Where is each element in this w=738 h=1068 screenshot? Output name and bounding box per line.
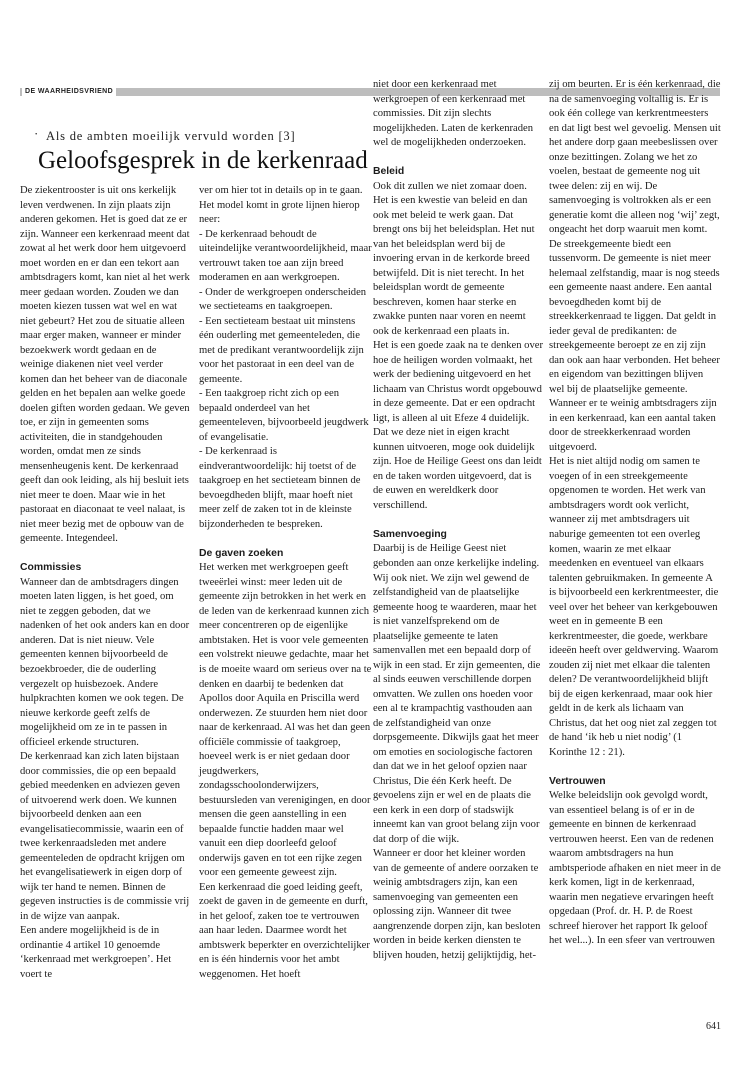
article-title: Geloofsgesprek in de kerkenraad (38, 147, 368, 174)
paragraph: Een andere mogelijkheid is de in ordinantie 4 artikel 10 genoemde ‘kerkenraad met werkgroepen’. Het voert te (20, 925, 172, 980)
list-item: - De kerkenraad is eindverantwoordelijk: hij toetst of de taakgroep en het sectieteam binnen de bevoegdheden blijft, maar hoeft niet meer zelf de zaken tot in de kleinste bijzonderheden te bespreken. (199, 446, 361, 530)
paragraph: Wanneer dan de ambtsdragers dingen moeten laten liggen, is het goed, om niet te zeggen geboden, dat we nadenken of het ook anders kan en door anderen. Dat is niet nieuw. Vele gemeenten kennen bijvoorbeeld de bezoekbroeder, die de ouderling vergezelt op huisbezoek. Andere hulpkrachten komen we ook tegen. De nieuwe kerkorde geeft zelfs de mogelijkheid om ze in te passen in officieel erkende structuren. (20, 576, 190, 748)
paragraph: zij om beurten. Er is één kerkenraad, die na de samenvoeging voltallig is. Er is ook één college van kerkrentmeesters en dat ligt best wel gevoelig. Mensen uit het andere dorp gaan meebeslissen over onze bezittingen. Zolang we het zo voelen, bestaat de gemeente nog uit twee delen: zij en wij. De samenvoeging is voltrokken als er een generatie komt die alleen nog ‘wij’ zegt, ongeacht het dorp waaruit men komt. (549, 79, 721, 236)
column-2 (199, 184, 372, 982)
section-heading-beleid: Beleid (373, 166, 405, 178)
section-heading-gaven: De gaven zoeken (199, 547, 284, 559)
page-number: 641 (706, 1021, 721, 1032)
paragraph: niet door een kerkenraad met werkgroepen of een kerkenraad met commissies. Dit zijn slechts mogelijkheden. Laten de kerkenraden wel de mogelijkheden onderzoeken. (373, 79, 534, 149)
kicker-text: Als de ambten moeilijk vervuld worden [3] (46, 129, 296, 143)
magazine-name: DE WAARHEIDSVRIEND (22, 88, 116, 96)
list-item: - Onder de werkgroepen onderscheiden we sectieteams en taakgroepen. (199, 286, 367, 313)
bullet-mark: · (34, 126, 40, 141)
paragraph: Het werken met werkgroepen geeft tweeërlei winst: meer leden uit de gemeente zijn betrokken in het werk en de leden van de kerkenraad kunnen zich meer concentreren op de eigenlijke ambtstaken. Het is voor vele gemeenten een volstrekt nieuwe gedachte, maar het is de moeite waard om serieus over na te denken en daarbij te bedenken dat Apollos door Aquila en Priscilla werd onderwezen. Ze stuurden hem niet door naar de kerkenraad. Al was het dan geen officiële commissie of taakgroep, hoeveel werk is er niet gedaan door jeugdwerkers, zondagsschoolonderwijzers, bestuursleden van verenigingen, en door mensen die geen aanstelling in een bepaalde functie hadden maar wel vanuit een diep doorleefd geloof onderwijs gaven en tot een rijke zegen voor een gemeente geweest zijn. (199, 562, 372, 879)
paragraph: Wanneer er door het kleiner worden van de gemeente of andere oorzaken te weinig ambtsdragers zijn, kan een samenvoeging van gemeenten een oplossing zijn. Wanneer dit twee aangrenzende dorpen zijn, kan besloten worden in beide kerken diensten te blijven houden, hetzij gelijktijdig, het- (373, 848, 541, 961)
paragraph: De kerkenraad kan zich laten bijstaan door commissies, die op een bepaald gebied meedenken en adviezen geven of uitvoerend werk doen. We kunnen bijvoorbeeld denken aan een evangelisatiecommissie, waarin een of twee kerkenraadsleden met andere gemeenteleden de opdracht krijgen om het evangelisatiewerk in eigen dorp of wijk ter hand te nemen. Binnen de gegeven instructies is de commissie vrij in de wijze van aanpak. (20, 751, 190, 922)
paragraph: Welke beleidslijn ook gevolgd wordt, van essentieel belang is of er in de gemeente en binnen de kerkenraad vertrouwen heerst. Een van de redenen waarom ambtsdragers na hun ambtsperiode afhaken en niet meer in de kerk komen, ligt in de kerkenraad, waarin men negatieve ervaringen heeft opgedaan (Prof. dr. H. P. de Roest schreef hierover het rapport Ik geloof het wel...). In een sfeer van vertrouwen (549, 790, 721, 947)
column-3 (373, 78, 543, 963)
list-item: - De kerkenraad behoudt de uiteindelijke verantwoordelijkheid, maar vertrouwt taken toe aan zijn breed moderamen en aan werkgroepen. (199, 228, 372, 284)
column-4 (549, 78, 721, 949)
series-kicker (34, 126, 366, 144)
paragraph: Daarbij is de Heilige Geest niet gebonden aan onze kerkelijke indeling. Wij ook niet. We zijn wel gewend de zelfstandigheid van de plaatselijke gemeente hoog te waarderen, maar het is niet vanzelfsprekend om de plaatselijke gemeente te laten samenvallen met een bepaald dorp of wijk in een stad. Er zijn gemeenten, die al sinds eeuwen verschillende dorpen omvatten. We zullen ons hoeden voor een al te krampachtig vasthouden aan de zelfstandigheid van onze dorpsgemeente. Dikwijls gaat het meer om emoties en sociologische factoren dan dat we in het geloof opzien naar Christus, Die één Kerk heeft. De gevoelens zijn er wel en de plaats die een kerk in een dorp of stadswijk inneemt kan van groot belang zijn voor dat dorp of die wijk. (373, 543, 541, 845)
paragraph: De ziekentrooster is uit ons kerkelijk leven verdwenen. In zijn plaats zijn anderen gekomen. Het is goed dat ze er zijn. Wanneer een kerkenraad meent dat zowat al het werk door hem uitgevoerd moet worden en er dan een tekort aan ambtsdragers komt, kan niet al het werk meer gedaan worden. Zouden we dan moeten kiezen tussen wat wel en wat niet gebeurt? Het zou de situatie alleen maar erger maken, wanneer er minder bezoekwerk wordt gedaan en de weinige diakenen niet veel verder komen dan het beheer van de diaconale gelden en het bepalen aan welke goede doelen giften worden gedaan. We geven toe, er zijn in gemeenten soms activiteiten, die in standgehouden worden, omdat men ze sinds mensenheugenis kent. De kerkenraad geeft dan ook leiding, als hij besluit iets niet meer te doen. Maar wie in het pastoraat en diaconaat te veel nalaat, is niet meer bezig met de opbouw van de gemeente. Integendeel. (20, 185, 190, 545)
paragraph: Een kerkenraad die goed leiding geeft, zoekt de gaven in de gemeente en durft, in het geloof, zaken toe te vertrouwen aan haar leden. Daarmee wordt het ambtswerk beperkter en overzichtelijker en is één hindernis voor het ambt weggenomen. Het hoeft (199, 881, 370, 980)
list-item: - Een sectieteam bestaat uit minstens één ouderling met gemeenteleden, die met de predikant verantwoordelijk zijn voor het pastoraat in een deel van de gemeente. (199, 315, 364, 385)
paragraph: De streekgemeente biedt een tussenvorm. De gemeente is niet meer helemaal zelfstandig, maar is nog steeds een gemeente naast andere. Een aantal bevoegdheden komt bij de streekkerkenraad te liggen. Dat geldt in ieder geval de predikanten: de streekgemeente beroept ze en zij zijn dan ook aan haar verbonden. Het beheer en eigendom van bezittingen blijven wel bij de plaatselijke gemeente. Wanneer er te weinig ambtsdragers zijn in een kerkenraad, kan een aantal taken door de streekkerkenraad worden uitgevoerd. (549, 238, 720, 453)
section-heading-samenvoeging: Samenvoeging (373, 528, 447, 540)
paragraph: ver om hier tot in details op in te gaan. Het model komt in grote lijnen hierop neer: (199, 185, 363, 226)
column-1 (20, 184, 190, 982)
list-item: - Een taakgroep richt zich op een bepaald onderdeel van het gemeenteleven, bijvoorbeeld jeugdwerk of evangelisatie. (199, 388, 369, 443)
paragraph: Het is een goede zaak na te denken over hoe de heiligen worden volmaakt, het werk der bediening uitgevoerd en het lichaam van Christus wordt opgebouwd in deze gemeente. Dat er een opdracht ligt, is alleen al uit Efeze 4 duidelijk. Dat we deze niet in eigen kracht kunnen uitvoeren, moge ook duidelijk zijn. Hoe de Heilige Geest ons dan leidt en de taken worden uitgevoerd, dat is de euwen en wereldkerk door verschillend. (373, 340, 544, 511)
section-heading-commissies: Commissies (20, 562, 82, 574)
paragraph: Ook dit zullen we niet zomaar doen. Het is een kwestie van beleid en dan ook met beleid te werk gaan. Dat brengt ons bij het beleidsplan. Het nut van het beleidsplan werd bij de invoering ervan in de kerkorde breed betwijfeld. Dit is niet terecht. In het beleidsplan wordt de gemeente beschreven, komen haar sterke en zwakke punten naar voren en neemt ook de kerkenraad een plaats in. (373, 180, 535, 337)
paragraph: Het is niet altijd nodig om samen te voegen of in een streekgemeente opgenomen te worden. Het werk van ambtsdragers wordt ook verlicht, wanneer zij met ambtsdragers uit naburige gemeenten tot een overleg komen, waarin ze met elkaar meedenken en eventueel van elkaars talenten gebruikmaken. In gemeente A is bijvoorbeeld een kerkrentmeester, die veel over het beheer van kerkgebouwen weet en in gemeente B een kerkrentmeester, die goede, werkbare ideeën heeft over geldwerving. Waarom zouden zij niet met elkaar die talenten delen? De verantwoordelijkheid blijft bij de eigen kerkenraad, maar ook hier geldt in de kerk als lichaam van Christus, dat het oog niet zal zeggen tot de hand ‘ik heb u niet nodig’ (1 Korinthe 12 : 21). (549, 456, 719, 758)
section-heading-vertrouwen: Vertrouwen (549, 775, 606, 787)
